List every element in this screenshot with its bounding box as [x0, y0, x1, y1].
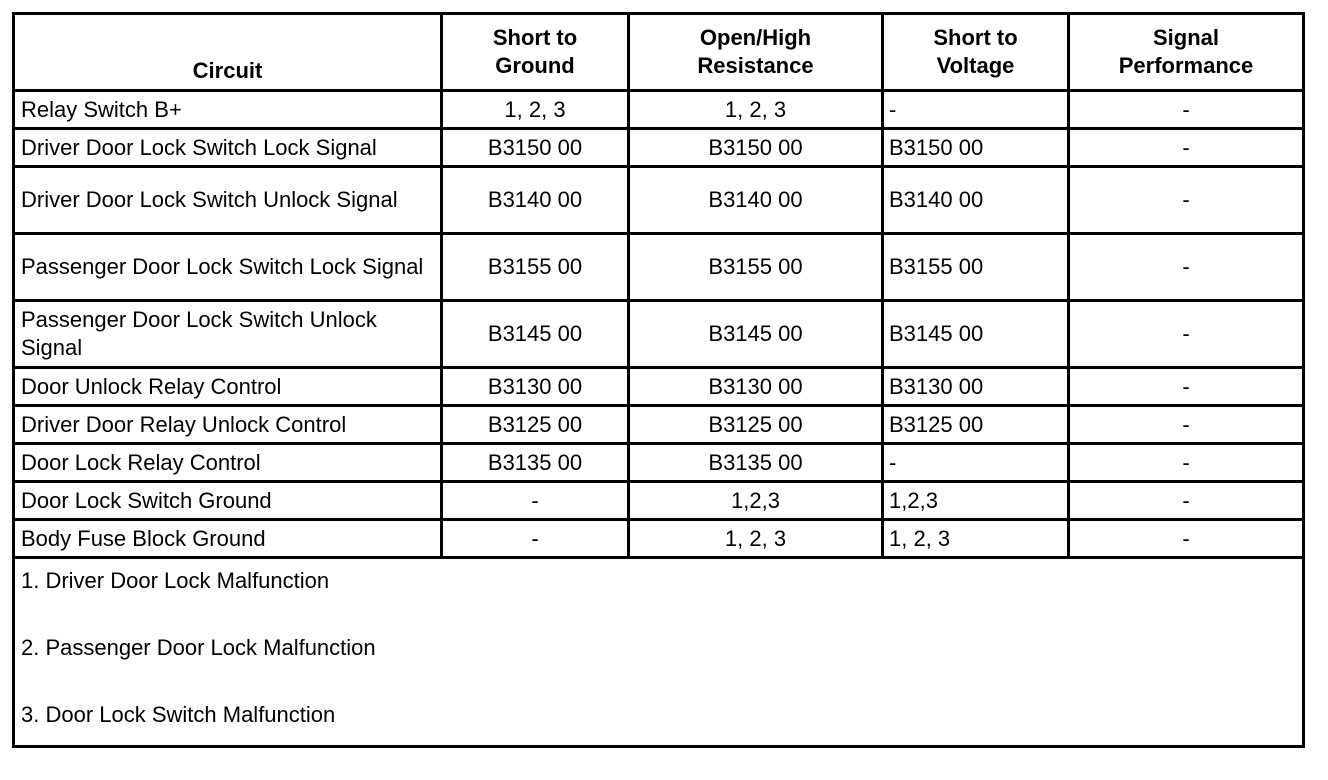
- note-door-lock-switch: 3. Door Lock Switch Malfunction: [21, 702, 336, 727]
- open-high-resistance-cell: B3130 00: [629, 368, 883, 406]
- open-high-resistance-cell: 1, 2, 3: [629, 91, 883, 129]
- short-to-ground-cell: B3145 00: [442, 301, 629, 368]
- short-to-voltage-cell: 1,2,3: [883, 482, 1069, 520]
- header-short-to-voltage: Short to Voltage: [883, 14, 1069, 91]
- circuit-cell: Body Fuse Block Ground: [14, 520, 442, 558]
- header-row: [14, 14, 1304, 91]
- short-to-ground-cell: B3150 00: [442, 129, 629, 167]
- header-open-high-resistance: Open/High Resistance: [629, 14, 883, 91]
- short-to-voltage-cell: B3145 00: [883, 301, 1069, 368]
- signal-performance-cell: -: [1069, 167, 1304, 234]
- short-to-ground-cell: B3140 00: [442, 167, 629, 234]
- header-signal-performance: Signal Performance: [1069, 14, 1304, 91]
- circuit-cell: Relay Switch B+: [14, 91, 442, 129]
- signal-performance-cell: -: [1069, 234, 1304, 301]
- circuit-cell: Door Lock Switch Ground: [14, 482, 442, 520]
- table-row: [14, 406, 1304, 444]
- circuit-cell: Driver Door Lock Switch Lock Signal: [14, 129, 442, 167]
- signal-performance-cell: -: [1069, 368, 1304, 406]
- signal-performance-cell: -: [1069, 520, 1304, 558]
- table-row: [14, 91, 1304, 129]
- short-to-ground-cell: -: [442, 520, 629, 558]
- signal-performance-cell: -: [1069, 91, 1304, 129]
- short-to-voltage-cell: B3130 00: [883, 368, 1069, 406]
- short-to-voltage-cell: B3150 00: [883, 129, 1069, 167]
- table-row: [14, 167, 1304, 234]
- short-to-ground-cell: B3125 00: [442, 406, 629, 444]
- notes-row: [14, 558, 1304, 747]
- circuit-cell: Passenger Door Lock Switch Unlock Signal: [14, 301, 442, 368]
- circuit-cell: Door Unlock Relay Control: [14, 368, 442, 406]
- circuit-cell: Door Lock Relay Control: [14, 444, 442, 482]
- circuit-diagnostic-table: [12, 12, 1305, 748]
- notes-cell: [14, 558, 1304, 747]
- short-to-ground-cell: B3130 00: [442, 368, 629, 406]
- short-to-ground-cell: B3135 00: [442, 444, 629, 482]
- signal-performance-cell: -: [1069, 129, 1304, 167]
- open-high-resistance-cell: B3145 00: [629, 301, 883, 368]
- short-to-ground-cell: B3155 00: [442, 234, 629, 301]
- short-to-voltage-cell: B3155 00: [883, 234, 1069, 301]
- short-to-ground-cell: 1, 2, 3: [442, 91, 629, 129]
- table-row: [14, 520, 1304, 558]
- open-high-resistance-cell: B3135 00: [629, 444, 883, 482]
- open-high-resistance-cell: 1, 2, 3: [629, 520, 883, 558]
- short-to-voltage-cell: B3125 00: [883, 406, 1069, 444]
- open-high-resistance-cell: B3125 00: [629, 406, 883, 444]
- table-row: [14, 301, 1304, 368]
- note-driver-door-lock: 1. Driver Door Lock Malfunction: [21, 568, 330, 593]
- circuit-cell: Driver Door Lock Switch Unlock Signal: [14, 167, 442, 234]
- short-to-voltage-cell: -: [883, 444, 1069, 482]
- signal-performance-cell: -: [1069, 482, 1304, 520]
- circuit-cell: Passenger Door Lock Switch Lock Signal: [14, 234, 442, 301]
- table-row: [14, 234, 1304, 301]
- signal-performance-cell: -: [1069, 301, 1304, 368]
- header-short-to-ground: Short to Ground: [442, 14, 629, 91]
- table-row: [14, 444, 1304, 482]
- open-high-resistance-cell: B3140 00: [629, 167, 883, 234]
- table-row: [14, 368, 1304, 406]
- open-high-resistance-cell: B3150 00: [629, 129, 883, 167]
- open-high-resistance-cell: B3155 00: [629, 234, 883, 301]
- circuit-cell: Driver Door Relay Unlock Control: [14, 406, 442, 444]
- header-circuit: Circuit: [14, 14, 442, 91]
- short-to-ground-cell: -: [442, 482, 629, 520]
- signal-performance-cell: -: [1069, 444, 1304, 482]
- short-to-voltage-cell: -: [883, 91, 1069, 129]
- open-high-resistance-cell: 1,2,3: [629, 482, 883, 520]
- note-passenger-door-lock: 2. Passenger Door Lock Malfunction: [21, 635, 376, 660]
- short-to-voltage-cell: 1, 2, 3: [883, 520, 1069, 558]
- table-row: [14, 482, 1304, 520]
- signal-performance-cell: -: [1069, 406, 1304, 444]
- short-to-voltage-cell: B3140 00: [883, 167, 1069, 234]
- table-row: [14, 129, 1304, 167]
